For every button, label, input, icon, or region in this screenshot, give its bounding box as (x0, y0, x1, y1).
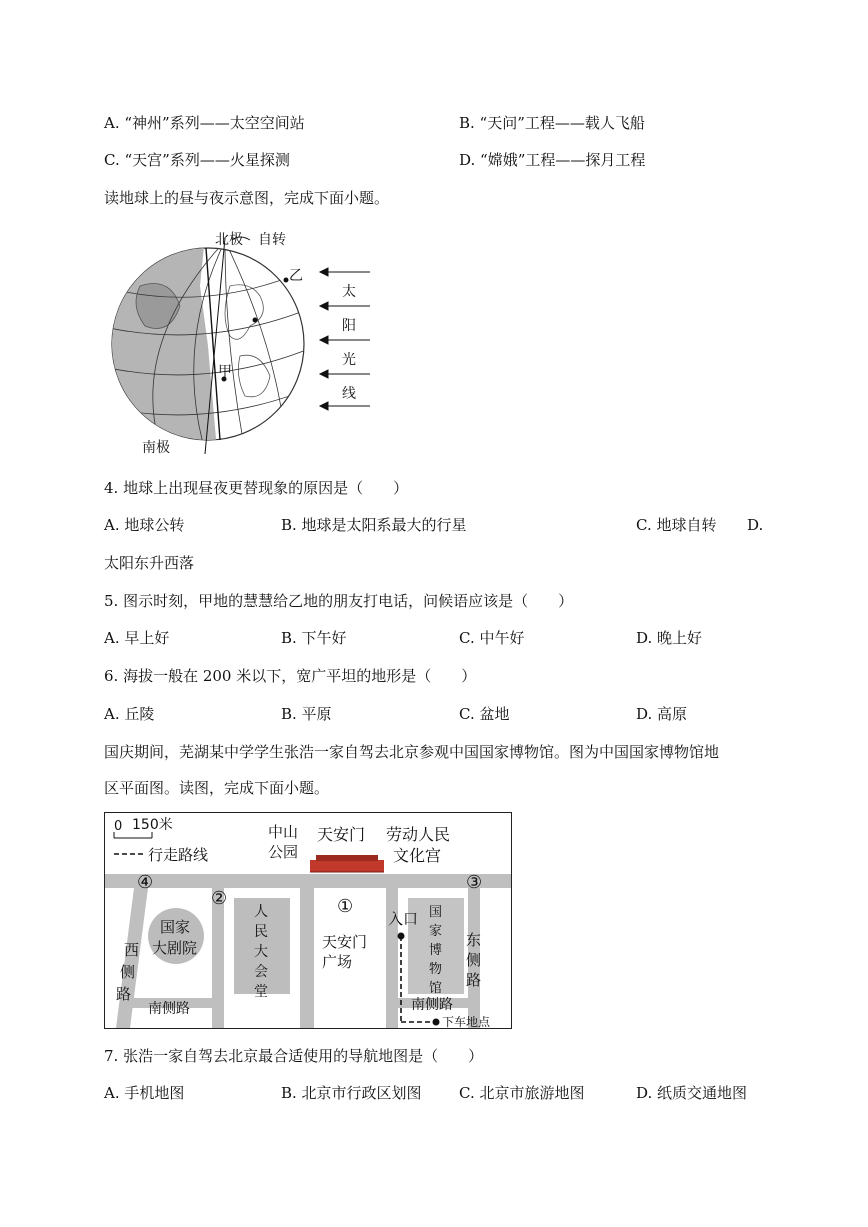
option-c: C. “天宫”系列——火星探测 (104, 151, 290, 169)
q6-option-c: C. 盆地 (459, 705, 510, 723)
map-great-hall-char-1: 人 (254, 904, 268, 920)
earth-day-night-figure (100, 226, 390, 462)
map-great-hall-char-3: 大 (254, 944, 268, 960)
option-a: A. “神州”系列——太空空间站 (104, 114, 305, 132)
map-museum-char-1: 国 (429, 905, 443, 920)
q6-option-a: A. 丘陵 (104, 705, 155, 723)
option-b: B. “天问”工程——载人飞船 (459, 114, 645, 132)
sunlight-char-4: 线 (342, 386, 356, 402)
rotation-label: 自转 (258, 232, 286, 248)
map-mark-1: ① (337, 896, 354, 917)
intro-museum-line-1: 国庆期间，芜湖某中学学生张浩一家自驾去北京参观中国国家博物馆。图为中国国家博物馆地 (104, 743, 720, 761)
q6-stem: 6. 海拔一般在 200 米以下，宽广平坦的地形是（ ） (104, 667, 477, 685)
intro-museum-line-2: 区平面图。读图，完成下面小题。 (104, 779, 330, 797)
map-mark-3: ③ (466, 872, 483, 893)
map-south-road-left: 南侧路 (148, 1001, 190, 1017)
map-tiananmen-label: 天安门 (317, 825, 366, 844)
map-drop-off-label: 下车地点 (442, 1015, 491, 1029)
south-pole-label: 南极 (142, 440, 170, 456)
q4-option-a: A. 地球公转 (104, 516, 185, 534)
map-mark-2: ② (211, 888, 228, 909)
q5-option-a: A. 早上好 (104, 629, 170, 647)
intro-earth: 读地球上的昼与夜示意图，完成下面小题。 (104, 189, 390, 207)
point-jia-label: 甲 (218, 364, 232, 380)
map-laodong-line-1: 劳动人民 (386, 825, 451, 844)
q4-stem: 4. 地球上出现昼夜更替现象的原因是（ ） (104, 479, 409, 497)
map-west-road-char-1: 西 (124, 941, 140, 959)
map-museum-char-2: 家 (429, 924, 443, 939)
map-scale-zero: 0 (114, 819, 123, 834)
map-square-line-2: 广场 (322, 953, 353, 971)
q7-stem: 7. 张浩一家自驾去北京最合适使用的导航地图是（ ） (104, 1047, 484, 1065)
q4-option-d-label: D. (747, 516, 764, 534)
map-scale-value: 150米 (132, 817, 173, 833)
map-east-road-char-3: 路 (466, 971, 482, 989)
map-great-hall-char-5: 堂 (254, 984, 268, 1000)
map-museum-char-3: 博 (429, 943, 443, 958)
q6-option-d: D. 高原 (636, 705, 688, 723)
map-theater-line-1: 国家 (160, 918, 191, 936)
q7-option-c: C. 北京市旅游地图 (459, 1084, 585, 1102)
map-south-road-right: 南侧路 (411, 997, 453, 1013)
map-museum-char-5: 馆 (429, 981, 443, 996)
map-museum-char-4: 物 (429, 962, 443, 977)
north-pole-label: 北极 (215, 232, 243, 248)
q4-option-d-text: 太阳东升西落 (104, 554, 195, 572)
q7-option-a: A. 手机地图 (104, 1084, 185, 1102)
sunlight-char-2: 阳 (342, 318, 356, 334)
map-great-hall-char-2: 民 (254, 924, 268, 940)
q5-option-d: D. 晚上好 (636, 629, 703, 647)
map-east-road-char-2: 侧 (466, 951, 482, 969)
map-entrance-label: 入口 (388, 910, 419, 928)
map-route-legend: 行走路线 (148, 846, 209, 864)
q5-option-c: C. 中午好 (459, 629, 525, 647)
map-west-road-char-2: 侧 (120, 963, 136, 981)
map-zhongshan-line-2: 公园 (268, 843, 299, 861)
q4-option-c: C. 地球自转 (636, 516, 717, 534)
map-theater-line-2: 大剧院 (152, 939, 198, 957)
q6-option-b: B. 平原 (281, 705, 332, 723)
map-great-hall-char-4: 会 (254, 964, 268, 980)
map-zhongshan-line-1: 中山 (268, 823, 299, 841)
map-west-road-char-3: 路 (116, 985, 132, 1003)
q7-option-b: B. 北京市行政区划图 (281, 1084, 422, 1102)
map-mark-4: ④ (137, 872, 154, 893)
map-laodong-line-2: 文化宫 (393, 846, 442, 865)
option-d: D. “嫦娥”工程——探月工程 (459, 151, 646, 169)
map-square-line-1: 天安门 (322, 933, 368, 951)
q7-option-d: D. 纸质交通地图 (636, 1084, 748, 1102)
point-yi-label: 乙 (289, 268, 303, 284)
q5-option-b: B. 下午好 (281, 629, 347, 647)
map-east-road-char-1: 东 (466, 931, 482, 949)
sunlight-char-1: 太 (342, 284, 356, 300)
q5-stem: 5. 图示时刻，甲地的慧慧给乙地的朋友打电话，问候语应该是（ ） (104, 592, 574, 610)
q4-option-b: B. 地球是太阳系最大的行星 (281, 516, 467, 534)
sunlight-char-3: 光 (342, 352, 356, 368)
